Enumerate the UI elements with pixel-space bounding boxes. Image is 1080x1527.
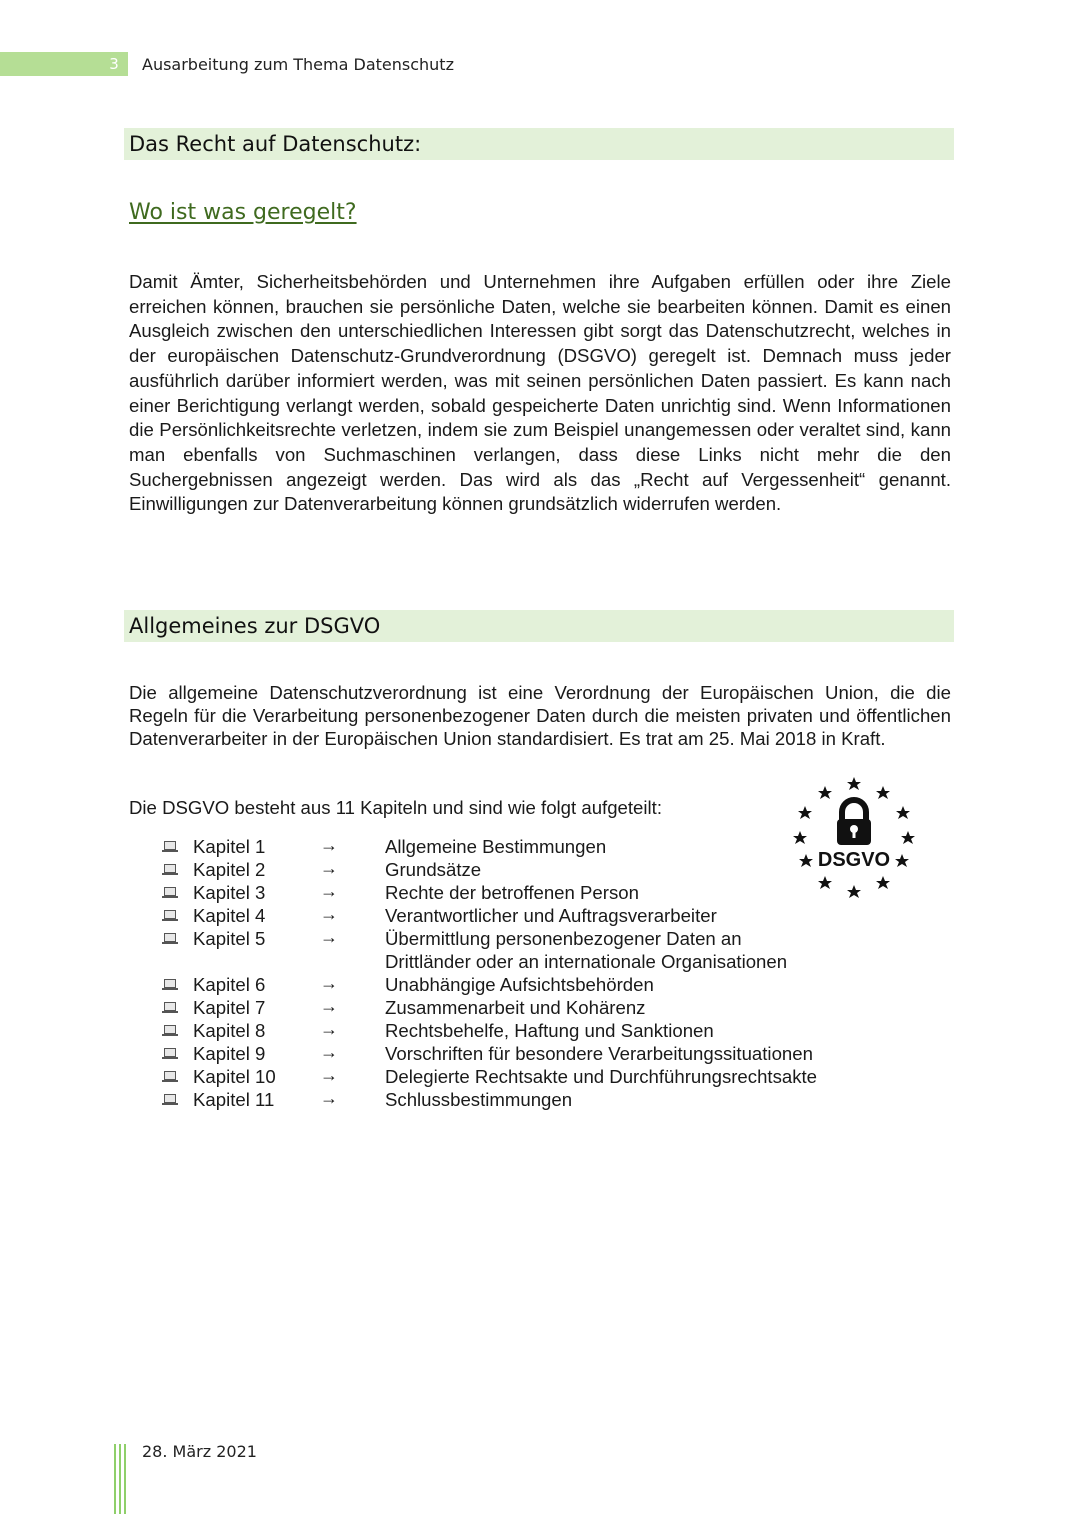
chapter-label: Kapitel 5 bbox=[193, 928, 266, 949]
laptop-bullet-icon bbox=[164, 1071, 176, 1080]
arrow-right-icon: → bbox=[320, 1065, 338, 1085]
laptop-bullet-icon bbox=[164, 1048, 176, 1057]
chapter-row bbox=[160, 904, 880, 927]
document-title: Ausarbeitung zum Thema Datenschutz bbox=[142, 55, 454, 74]
arrow-right-icon: → bbox=[320, 1042, 338, 1062]
chapter-label: Kapitel 8 bbox=[193, 1020, 266, 1041]
section-heading-text: Allgemeines zur DSGVO bbox=[129, 614, 381, 638]
chapter-list bbox=[160, 835, 880, 1111]
chapter-label: Kapitel 9 bbox=[193, 1043, 266, 1064]
chapter-label: Kapitel 10 bbox=[193, 1066, 276, 1087]
arrow-right-icon: → bbox=[320, 835, 338, 855]
chapter-description: Unabhängige Aufsichtsbehörden bbox=[385, 974, 654, 995]
chapter-label: Kapitel 2 bbox=[193, 859, 266, 880]
footer-date: 28. März 2021 bbox=[142, 1442, 257, 1461]
chapter-description: Rechte der betroffenen Person bbox=[385, 882, 639, 903]
laptop-bullet-icon bbox=[164, 864, 176, 873]
chapter-label: Kapitel 1 bbox=[193, 836, 266, 857]
chapter-row bbox=[160, 996, 880, 1019]
chapter-label: Kapitel 4 bbox=[193, 905, 266, 926]
laptop-bullet-icon bbox=[164, 1094, 176, 1103]
chapter-label: Kapitel 6 bbox=[193, 974, 266, 995]
paragraph-datenschutzrecht: Damit Ämter, Sicherheitsbehörden und Unternehmen ihre Aufgaben erfüllen oder ihre Ziele erreichen können, brauchen sie persönliche Daten, welche sie bearbeiten können. Damit es einen Ausgleich zwischen den unterschiedlichen Interessen gibt sorgt das Datenschutzrecht, welches in der europäischen Datenschutz-Grundverordnung (DSGVO) geregelt ist. Demnach muss jeder ausführlich darüber informiert werden, was mit seinen persönlichen Daten passiert. Es kann nach einer Berichtigung verlangt werden, sobald gespeicherte Daten unrichtig sind. Wenn Informationen die Persönlichkeitsrechte verletzen, indem sie zum Beispiel unangemessen oder veraltet sind, kann man ebenfalls von Suchmaschinen verlangen, dass diese Links nicht mehr die den Suchergebnissen angezeigt werden. Das wird als das „Recht auf Vergessenheit“ genannt. Einwilligungen zur Datenverarbeitung können grundsätzlich widerrufen werden. bbox=[129, 271, 951, 515]
arrow-right-icon: → bbox=[320, 1088, 338, 1108]
page-number: 3 bbox=[109, 55, 119, 73]
laptop-bullet-icon bbox=[164, 979, 176, 988]
chapter-description: Grundsätze bbox=[385, 859, 482, 880]
chapter-description: Übermittlung personenbezogener Daten an Drittländer oder an internationale Organisationen bbox=[385, 928, 788, 972]
chapter-row bbox=[160, 835, 880, 858]
chapter-row bbox=[160, 1019, 880, 1042]
chapter-row bbox=[160, 973, 880, 996]
laptop-bullet-icon bbox=[164, 1002, 176, 1011]
laptop-bullet-icon bbox=[164, 910, 176, 919]
chapter-description: Vorschriften für besondere Verarbeitungssituationen bbox=[385, 1043, 813, 1064]
paragraph-dsgvo-allgemein: Die allgemeine Datenschutzverordnung ist eine Verordnung der Europäischen Union, die die Regeln für die Verarbeitung personenbezogener Daten durch die meisten privaten und öffentlichen Datenverarbeiter in der Europäischen Union standardisiert. Es trat am 25. Mai 2018 in Kraft. bbox=[129, 682, 951, 749]
section-heading-datenschutz bbox=[124, 128, 954, 160]
arrow-right-icon: → bbox=[320, 858, 338, 878]
laptop-bullet-icon bbox=[164, 841, 176, 850]
footer-accent-lines bbox=[114, 1444, 128, 1514]
chapter-description: Schlussbestimmungen bbox=[385, 1089, 573, 1110]
subheading-regelung: Wo ist was geregelt? bbox=[129, 200, 357, 225]
chapters-intro: Die DSGVO besteht aus 11 Kapiteln und sind wie folgt aufgeteilt: bbox=[129, 797, 662, 818]
chapter-label: Kapitel 7 bbox=[193, 997, 266, 1018]
section-heading-dsgvo bbox=[124, 610, 954, 642]
section-heading-text: Das Recht auf Datenschutz: bbox=[129, 132, 422, 156]
chapter-description: Rechtsbehelfe, Haftung und Sanktionen bbox=[385, 1020, 714, 1041]
arrow-right-icon: → bbox=[320, 996, 338, 1016]
chapter-label: Kapitel 11 bbox=[193, 1089, 275, 1110]
badge-label: DSGVO bbox=[817, 849, 891, 871]
chapter-description: Allgemeine Bestimmungen bbox=[385, 836, 607, 857]
chapter-description: Zusammenarbeit und Kohärenz bbox=[385, 997, 646, 1018]
arrow-right-icon: → bbox=[320, 927, 338, 947]
arrow-right-icon: → bbox=[320, 973, 338, 993]
laptop-bullet-icon bbox=[164, 1025, 176, 1034]
chapter-row bbox=[160, 1088, 880, 1111]
chapter-row bbox=[160, 1042, 880, 1065]
arrow-right-icon: → bbox=[320, 1019, 338, 1039]
chapter-description: Verantwortlicher und Auftragsverarbeiter bbox=[385, 905, 717, 926]
arrow-right-icon: → bbox=[320, 881, 338, 901]
laptop-bullet-icon bbox=[164, 887, 176, 896]
chapter-row bbox=[160, 1065, 880, 1088]
chapter-row bbox=[160, 858, 880, 881]
chapter-description: Delegierte Rechtsakte und Durchführungsrechtsakte bbox=[385, 1066, 818, 1087]
chapter-row bbox=[160, 927, 880, 973]
laptop-bullet-icon bbox=[164, 933, 176, 942]
chapter-label: Kapitel 3 bbox=[193, 882, 266, 903]
chapter-row bbox=[160, 881, 880, 904]
arrow-right-icon: → bbox=[320, 904, 338, 924]
